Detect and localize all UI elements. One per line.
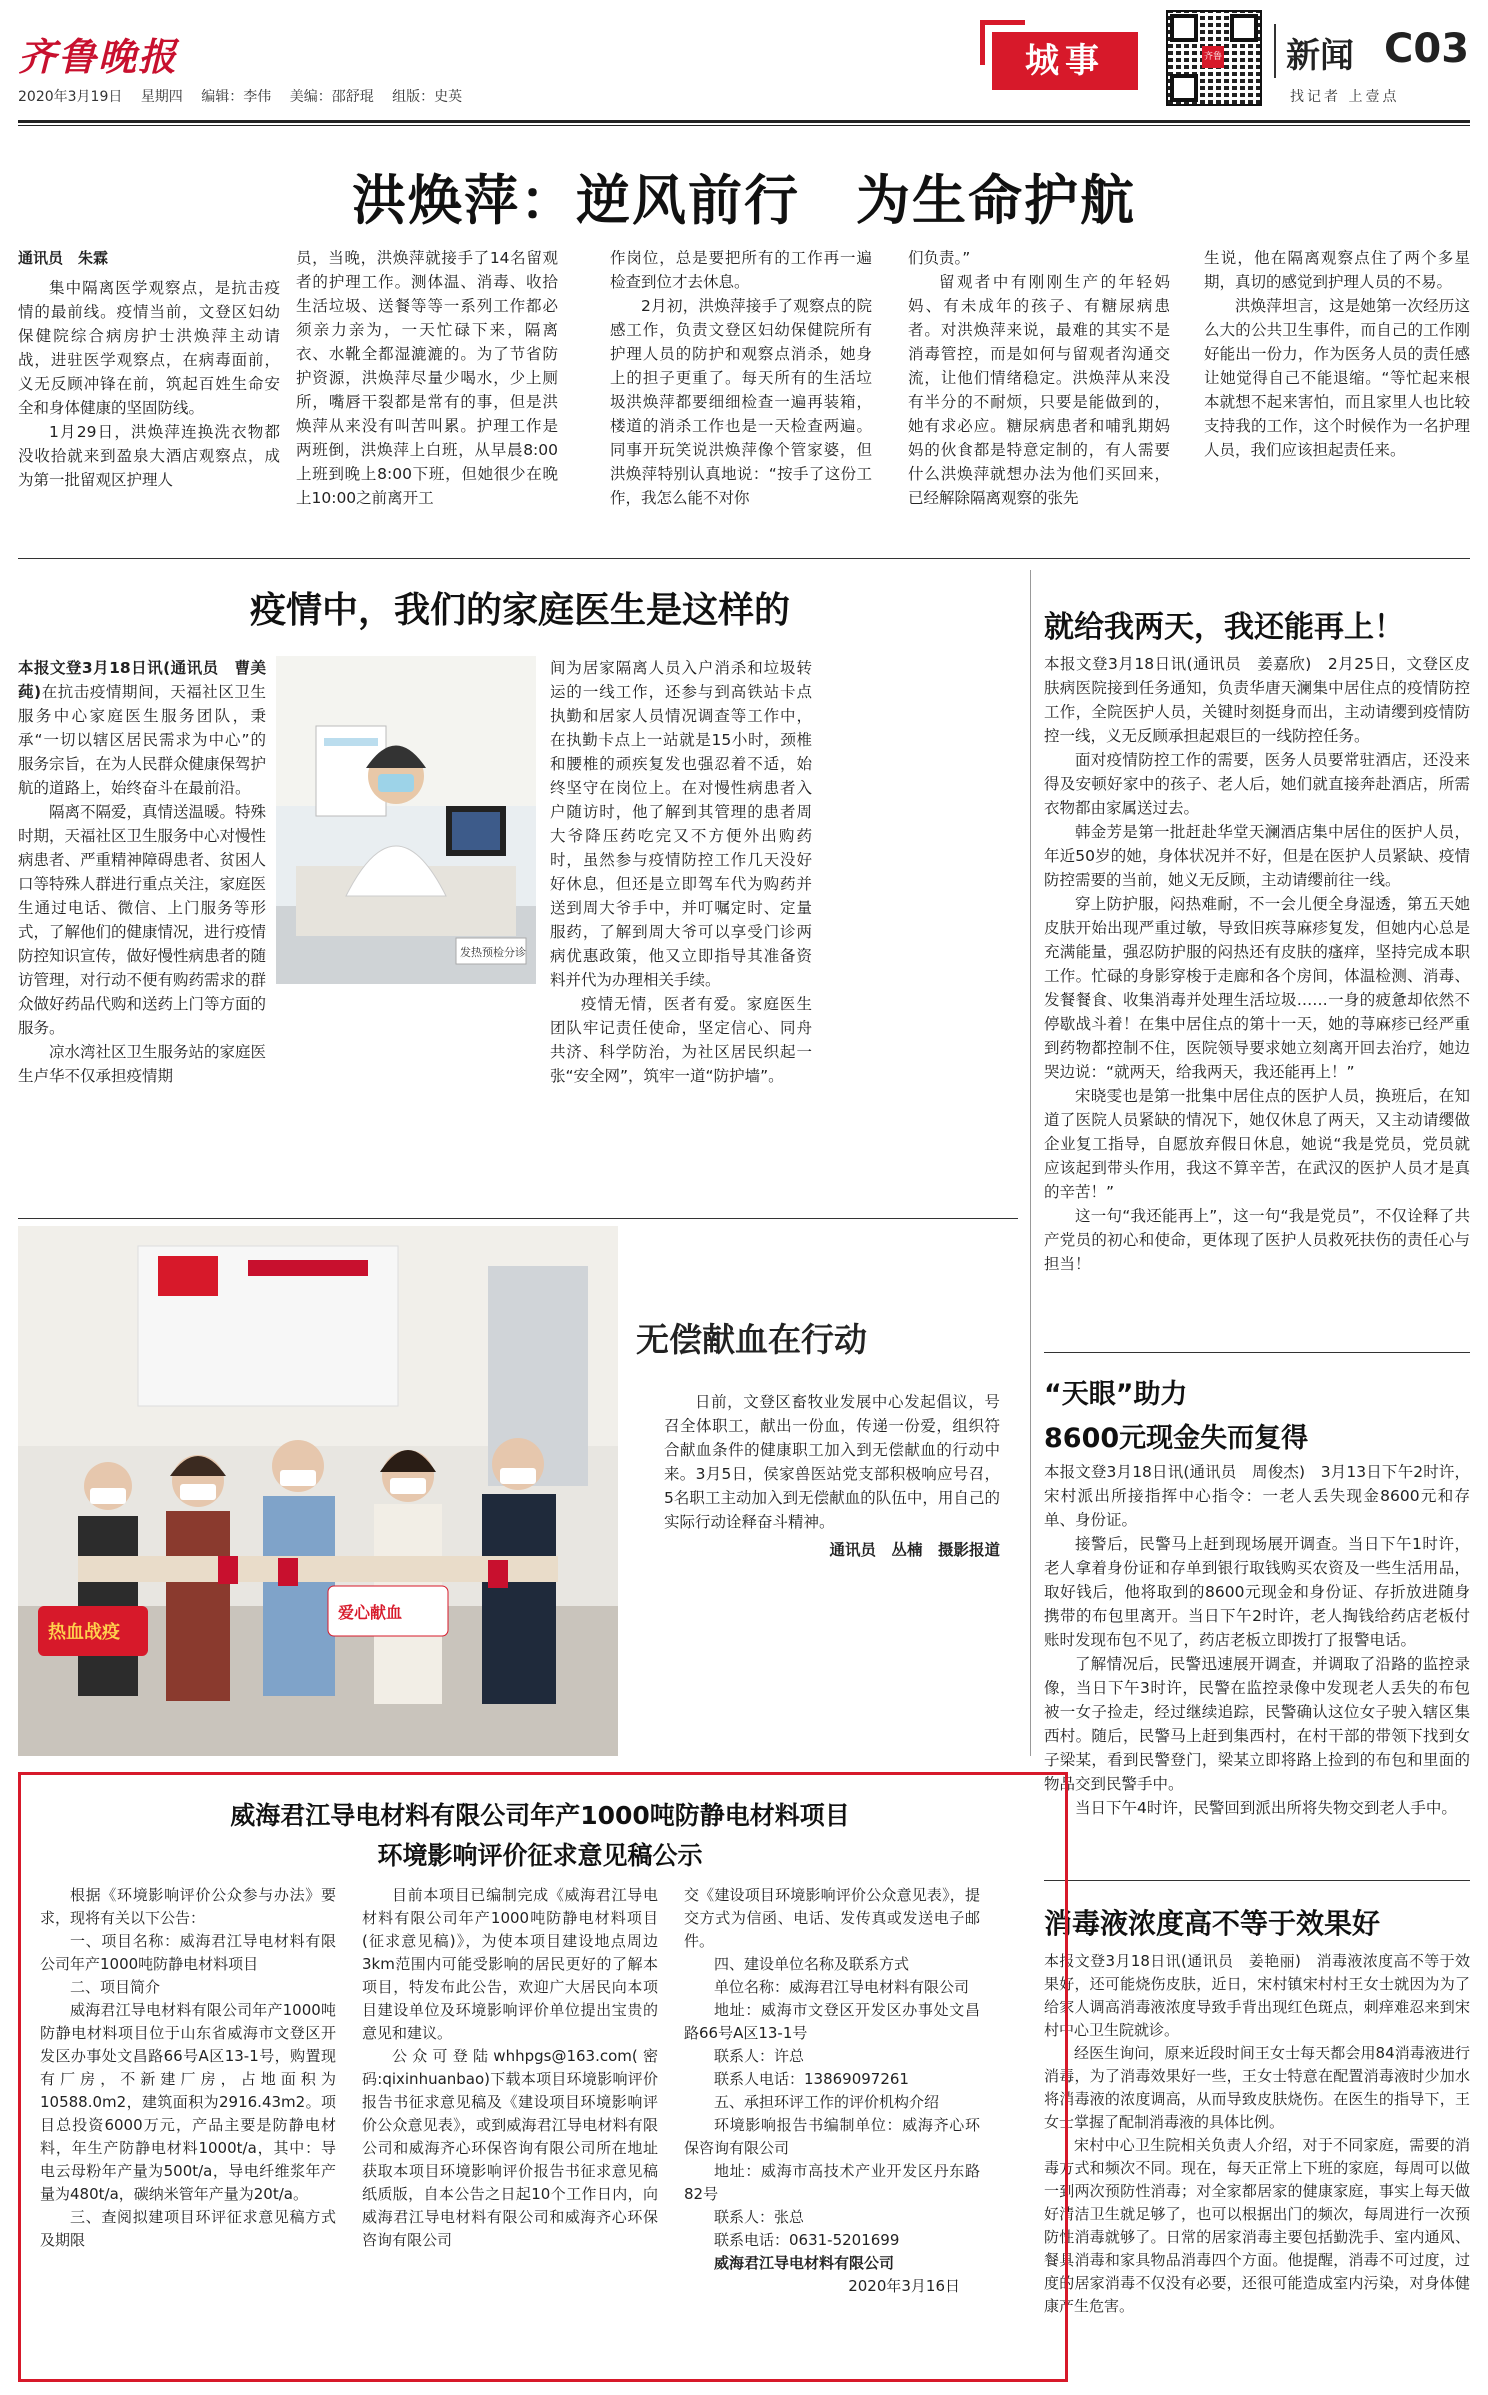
article3-paragraph: 韩金芳是第一批赶赴华堂天澜酒店集中居住的医护人员，年近50岁的她，身体状况并不好，但是在医护人员紧缺、疫情防控需要的当前，她义无反顾，主动请缨前往一线。 <box>1044 823 1470 889</box>
article5-title: 消毒液浓度高不等于效果好 <box>1044 1907 1381 1940</box>
article1-col2 <box>296 246 558 510</box>
issue-meta <box>18 86 476 106</box>
article1-paragraph: 留观者中有刚刚生产的年轻妈妈、有未成年的孩子、有糖尿病患者。对洪焕萍来说，最难的其实不是消毒管控，而是如何与留观者沟通交流，让他们情绪稳定。洪焕萍从来没有半分的不耐烦，只要是能做到的，她有求必应。糖尿病患者和哺乳期妈妈的伙食都是特意定制的，有人需要什么洪焕萍就想办法为他们买回来，已经解除隔离观察的张先 <box>908 273 1170 507</box>
notice-paragraph: 威海君江导电材料有限公司年产1000吨防静电材料项目位于山东省威海市文登区开发区办事处文昌路66号A区13-1号，购置现有厂房，不新建厂房，占地面积为10588.0m2，建筑面积为2916.43m2。项目总投资6000万元，产品主要是防静电材料，年生产防静电材料1000t/a，其中：导电云母粉年产量为500t/a，导电纤维浆年产量为480t/a，碳纳米管年产量为20t/a。 <box>40 2001 336 2203</box>
article1-paragraph: 员，当晚，洪焕萍就接手了14名留观者的护理工作。测体温、消毒、收拾生活垃圾、送餐等等一系列工作都必须亲力亲为，一天忙碌下来，隔离衣、水靴全都湿漉漉的。为了节省防护资源，洪焕萍尽量少喝水，少上厕所，嘴唇干裂都是常有的事，但是洪焕萍从来没有叫苦叫累。护理工作是两班倒，洪焕萍上白班，从早晨8:00上班到晚上8:00下班，但她很少在晚上10:00之前离开工 <box>296 249 558 507</box>
photo-banner-text: 热血战疫 <box>48 1622 120 1643</box>
article2-paragraph: 凉水湾社区卫生服务站的家庭医生卢华不仅承担疫情期 <box>18 1043 267 1085</box>
issue-date: 2020年3月19日 <box>18 89 123 105</box>
article3-paragraph: 本报文登3月18日讯(通讯员 姜嘉欣) 2月25日，文登区皮肤病医院接到任务通知，负责华唐天澜集中居住点的疫情防控工作，全院医护人员，关键时刻挺身而出，主动请缨到疫情防控一线，义无反顾承担起艰巨的一线防控任务。 <box>1044 655 1470 745</box>
article1-paragraph: 2月初，洪焕萍接手了观察点的院感工作，负责文登区妇幼保健院所有护理人员的防护和观察点消杀，她身上的担子更重了。每天所有的生活垃圾洪焕萍都要细细检查一遍再装箱，楼道的消杀工作也是一天检查两遍。同事开玩笑说洪焕萍像个管家婆，但洪焕萍特别认真地说：“按手了这份工作，我怎么能不对你 <box>610 297 872 507</box>
notice-title-line2: 环境影响评价征求意见稿公示 <box>377 1841 703 1870</box>
notice-paragraph: 地址：威海市高技术产业开发区丹东路82号 <box>684 2162 980 2203</box>
notice-paragraph: 联系人电话：13869097261 <box>714 2070 909 2088</box>
article1-col1 <box>18 246 280 492</box>
section-divider <box>18 558 1470 559</box>
article2-byline: 本报文登3月18日讯(通讯员 曹美莼) <box>18 659 266 701</box>
photo-banner-text: 爱心献血 <box>338 1603 403 1622</box>
article5-paragraph: 宋村中心卫生院相关负责人介绍，对于不同家庭，需要的消毒方式和频次不同。现在，每天正常上下班的家庭，每周可以做一到两次预防性消毒；对全家都居家的健康家庭，事实上每天做好清洁卫生就足够了，也可以根据出门的频次，每周进行一次预防性消毒就够了。日常的居家消毒主要包括勤洗手、室内通风、餐具消毒和家具物品消毒四个方面。他提醒，消毒不可过度，过度的居家消毒不仅没有必要，还很可能造成室内污染，对身体健康产生危害。 <box>1044 2136 1470 2315</box>
article2-paragraph: 隔离不隔爱，真情送温暖。特殊时期，天福社区卫生服务中心对慢性病患者、严重精神障碍患者、贫困人口等特殊人群进行重点关注，家庭医生通过电话、微信、上门服务等形式，了解他们的健康情况，进行疫情防控知识宣传，做好慢性病患者的随访管理，对行动不便有购药需求的群众做好药品代购和送药上门等方面的服务。 <box>18 803 267 1037</box>
blood-title: 无偿献血在行动 <box>636 1320 867 1359</box>
article1-paragraph: 集中隔离医学观察点，是抗击疫情的最前线。疫情当前，文登区妇幼保健院综合病房护士洪焕萍主动请战，进驻医学观察点，在病毒面前，义无反顾冲锋在前，筑起百姓生命安全和身体健康的坚固防线。 <box>18 279 280 417</box>
article4-paragraph: 接警后，民警马上赶到现场展开调查。当日下午1时许，老人拿着身份证和存单到银行取钱购买农资及一些生活用品，取好钱后，他将取到的8600元现金和身份证、存折放进随身携带的布包里离开。当日下午2时许，老人掏钱给药店老板付账时发现布包不见了，药店老板立即拨打了报警电话。 <box>1044 1535 1470 1649</box>
article1-col3 <box>610 246 872 510</box>
art-editor-credit: 美编：邵舒琨 <box>289 89 374 105</box>
notice-col1 <box>40 1884 336 2252</box>
notice-paragraph: 二、项目简介 <box>70 1978 161 1996</box>
article5-body <box>1044 1950 1470 2318</box>
article1-byline: 通讯员 朱霖 <box>18 249 109 267</box>
section-divider <box>18 1218 1018 1219</box>
blood-donation-photo <box>18 1226 618 1756</box>
notice-paragraph: 目前本项目已编制完成《威海君江导电材料有限公司年产1000吨防静电材料项目(征求意见稿)》，为使本项目建设地点周边3km范围内可能受影响的居民更好的了解本项目，特发布此公告，欢迎广大居民向本项目建设单位及环境影响评价单位提出宝贵的意见和建议。 <box>362 1886 658 2042</box>
article1-title: 洪焕萍：逆风前行 为生命护航 <box>352 169 1136 232</box>
article4-paragraph: 了解情况后，民警迅速展开调查，并调取了沿路的监控录像，当日下午3时许，民警在监控录像中发现老人丢失的布包被一女子捡走，经过继续追踪，民警确认这位女子驶入辖区集西村。随后，民警马上赶到集西村，在村干部的带领下找到女子梁某，看到民警登门，梁某立即将路上捡到的布包和里面的物品交到民警手中。 <box>1044 1655 1470 1793</box>
clinic-sign-text: 发热预检分诊 <box>460 946 526 959</box>
article1-paragraph: 洪焕萍坦言，这是她第一次经历这么大的公共卫生事件，而自己的工作刚好能出一份力，作为医务人员的责任感让她觉得自己不能退缩。“等忙起来根本就想不起来害怕，而且家里人也比较支持我的工作，这个时候作为一名护理人员，我们应该担起责任来。 <box>1204 297 1470 459</box>
article2-paragraph: 在抗击疫情期间，天福社区卫生服务中心家庭医生服务团队，秉承“一切以辖区居民需求为中心”的服务宗旨，在为人民群众健康保驾护航的道路上，始终奋斗在最前沿。 <box>18 683 267 797</box>
blood-paragraph: 日前，文登区畜牧业发展中心发起倡议，号召全体职工，献出一份血，传递一份爱，组织符合献血条件的健康职工加入到无偿献血的行动中来。3月5日，侯家兽医站党支部积极响应号召，5名职工主动加入到无偿献血的队伍中，用自己的实际行动诠释奋斗精神。 <box>664 1393 1000 1531</box>
notice-paragraph: 公众可登陆whhpgs@163.com(密码:qixinhuanbao)下载本项目环境影响评价报告书征求意见稿及《建设项目环境影响评价公众意见表》，或到威海君江导电材料有限公司和威海齐心环保咨询有限公司所在地址获取本项目环境影响评价报告书征求意见稿纸质版，自本公告之日起10个工作日内，向威海君江导电材料有限公司和威海齐心环保咨询有限公司 <box>362 2047 658 2249</box>
notice-paragraph: 根据《环境影响评价公众参与办法》要求，现将有关以下公告： <box>40 1886 336 1927</box>
article2-col2 <box>550 656 812 1088</box>
newspaper-logo: 齐鲁晚报 <box>18 34 179 79</box>
article2-title: 疫情中，我们的家庭医生是这样的 <box>249 590 790 631</box>
article1-col4 <box>908 246 1170 510</box>
article3-paragraph: 穿上防护服，闷热难耐，不一会儿便全身湿透，第五天她皮肤开始出现严重过敏，导致旧疾荨麻疹复发，但她内心总是充满能量，强忍防护服的闷热还有皮肤的瘙痒，坚持完成本职工作。忙碌的身影穿梭于走廊和各个房间，体温检测、消毒、发餐餐食、收集消毒并处理生活垃圾……一身的疲惫却依然不停歇战斗着！在集中居住点的第十一天，她的荨麻疹已经严重到药物都控制不住，医院领导要求她立刻离开回去治疗，她边哭边说：“就两天，给我两天，我还能再上！” <box>1044 895 1470 1081</box>
article4-title-line2: 8600元现金失而复得 <box>1044 1423 1309 1454</box>
article1-paragraph: 生说，他在隔离观察点住了两个多星期，真切的感觉到护理人员的不易。 <box>1204 249 1470 291</box>
notice-paragraph: 单位名称：威海君江导电材料有限公司 <box>714 1978 970 1996</box>
issue-weekday: 星期四 <box>140 89 183 105</box>
notice-date: 2020年3月16日 <box>848 2277 960 2295</box>
article2-paragraph: 间为居家隔离人员入户消杀和垃圾转运的一线工作，还参与到高铁站卡点执勤和居家人员情况调查等工作中，在执勤卡点上一站就是15小时，颈椎和腰椎的顽疾复发也强忍着不适，始终坚守在岗位上。在对慢性病患者入户随访时，他了解到其管理的患者周大爷降压药吃完又不方便外出购药时，虽然参与疫情防控工作几天没好好休息，但还是立即驾车代为购药并送到周大爷手中，并叮嘱定时、定量服药，了解到周大爷可以享受门诊两病优惠政策，他又立即指导其准备资料并代为办理相关手续。 <box>550 659 812 989</box>
blood-body <box>664 1390 1000 1562</box>
page-number: C03 <box>1384 26 1470 72</box>
notice-paragraph: 一、项目名称：威海君江导电材料有限公司年产1000吨防静电材料项目 <box>40 1932 336 1973</box>
news-label: 新闻 <box>1286 36 1354 76</box>
article4-body <box>1044 1460 1470 1820</box>
editor-credit: 编辑：李伟 <box>201 89 272 105</box>
article1-col5 <box>1204 246 1470 462</box>
qr-code-icon <box>1166 10 1262 106</box>
notice-paragraph: 五、承担环评工作的评价机构介绍 <box>714 2093 940 2111</box>
article5-paragraph: 本报文登3月18日讯(通讯员 姜艳丽) 消毒液浓度高不等于效果好，还可能烧伤皮肤，近日，宋村镇宋村村王女士就因为为了给家人调高消毒液浓度导致手背出现红色斑点，刺痒难忍来到宋村中心卫生院就诊。 <box>1044 1952 1470 2039</box>
proofreader-credit: 组版：史英 <box>392 89 463 105</box>
article3-paragraph: 这一句“我还能再上”，这一句“我是党员”，不仅诠释了共产党员的初心和使命，更体现了医护人员救死扶伤的责任心与担当！ <box>1044 1207 1470 1273</box>
article5-paragraph: 经医生询问，原来近段时间王女士每天都会用84消毒液进行消毒，为了消毒效果好一些，王女士特意在配置消毒液时少加水将消毒液的浓度调高，从而导致皮肤烧伤。在医生的指导下，王女士掌握了配制消毒液的具体比例。 <box>1044 2044 1470 2131</box>
column-divider <box>1030 570 1031 1756</box>
notice-paragraph: 联系电话：0631-5201699 <box>714 2231 900 2249</box>
section-tab: 城事 <box>992 32 1138 90</box>
notice-paragraph: 三、查阅拟建项目环评征求意见稿方式及期限 <box>40 2208 336 2249</box>
doctor-photo <box>276 656 536 984</box>
slogan: 找记者 上壹点 <box>1290 89 1400 105</box>
article3-body <box>1044 652 1470 1276</box>
notice-paragraph: 联系人：许总 <box>714 2047 805 2065</box>
article2-col1 <box>18 656 266 1088</box>
blood-credit: 通讯员 丛楠 摄影报道 <box>829 1541 1000 1559</box>
notice-paragraph: 联系人：张总 <box>714 2208 805 2226</box>
notice-col2 <box>362 1884 658 2252</box>
header-rule <box>18 120 1470 123</box>
article1-paragraph: 作岗位，总是要把所有的工作再一遍检查到位才去休息。 <box>610 249 872 291</box>
notice-paragraph: 环境影响报告书编制单位：威海齐心环保咨询有限公司 <box>684 2116 980 2157</box>
article3-paragraph: 面对疫情防控工作的需要，医务人员要常驻酒店，还没来得及安顿好家中的孩子、老人后，她们就直接奔赴酒店，所需衣物都由家属送过去。 <box>1044 751 1470 817</box>
header-rule-thin <box>18 125 1470 126</box>
section-divider <box>1044 1880 1470 1881</box>
notice-paragraph: 四、建设单位名称及联系方式 <box>714 1955 910 1973</box>
notice-col3 <box>684 1884 980 2298</box>
notice-paragraph: 地址：威海市文登区开发区办事处文昌路66号A区13-1号 <box>684 2001 980 2042</box>
article4-paragraph: 本报文登3月18日讯(通讯员 周俊杰) 3月13日下午2时许，宋村派出所接指挥中心指令：一老人丢失现金8600元和存单、身份证。 <box>1044 1463 1470 1529</box>
article4-title-line1: “天眼”助力 <box>1044 1379 1188 1410</box>
article1-paragraph: 1月29日，洪焕萍连换洗衣物都没收拾就来到盈泉大酒店观察点，成为第一批留观区护理人 <box>18 423 280 489</box>
article3-paragraph: 宋晓雯也是第一批集中居住点的医护人员，换班后，在知道了医院人员紧缺的情况下，她仅休息了两天，又主动请缨做企业复工指导，自愿放弃假日休息，她说“我是党员，党员就应该起到带头作用，我这不算辛苦，在武汉的医护人员才是真的辛苦！” <box>1044 1087 1470 1201</box>
header-divider <box>1274 24 1276 78</box>
qr-logo-icon: 齐鲁 <box>1202 46 1224 68</box>
notice-signature: 威海君江导电材料有限公司 <box>714 2254 895 2272</box>
article2-paragraph: 疫情无情，医者有爱。家庭医生团队牢记责任使命，坚定信心、同舟共济、科学防治，为社区居民织起一张“安全网”，筑牢一道“防护墙”。 <box>550 995 812 1085</box>
notice-title-line1: 威海君江导电材料有限公司年产1000吨防静电材料项目 <box>230 1801 850 1830</box>
article4-paragraph: 当日下午4时许，民警回到派出所将失物交到老人手中。 <box>1075 1799 1457 1817</box>
article3-title: 就给我两天，我还能再上！ <box>1044 610 1404 645</box>
notice-paragraph: 交《建设项目环境影响评价公众意见表》，提交方式为信函、电话、发传真或发送电子邮件。 <box>684 1886 980 1950</box>
article1-paragraph: 们负责。” <box>908 249 971 267</box>
section-divider <box>1044 1352 1470 1353</box>
